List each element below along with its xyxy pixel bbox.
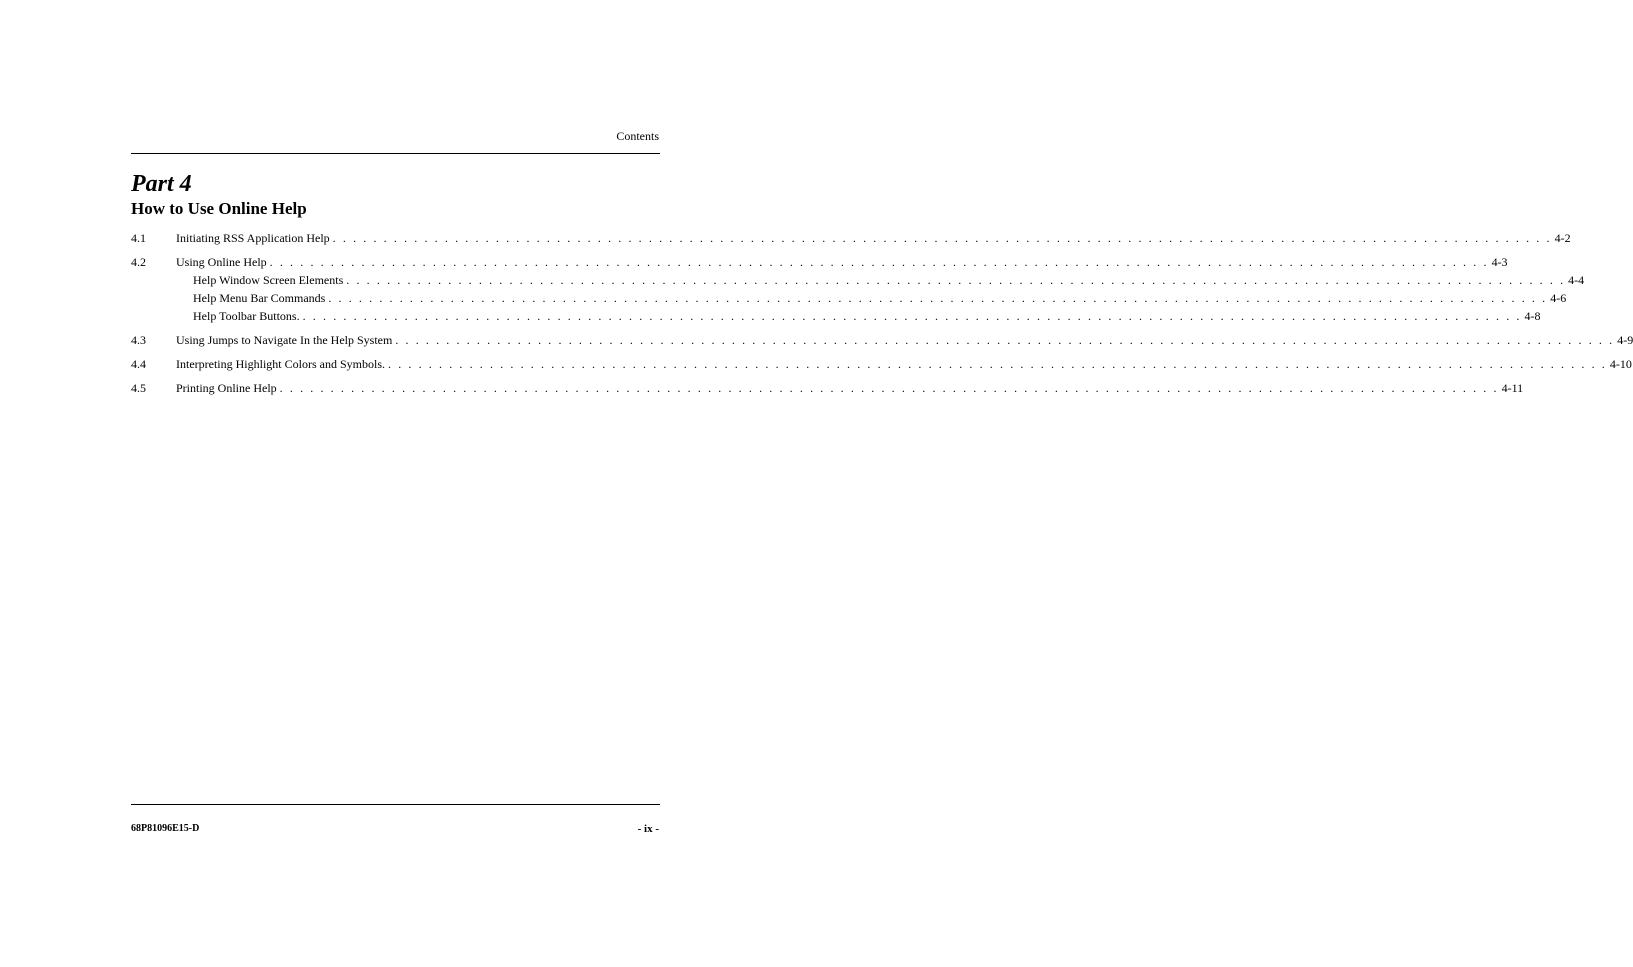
toc-entry-title: Help Window Screen Elements xyxy=(193,271,346,289)
part-title: How to Use Online Help xyxy=(131,199,307,218)
toc-entry-number: 4.2 xyxy=(131,255,146,269)
toc-entry-number: 4.5 xyxy=(131,381,146,395)
dot-leader: . . . . . . . . . . . . . . . . . . . . . . . . . . . . . . . . . . . . . . . . . . . . . . . . . . . . . . . . . . . . . . . . . . . . . . . . . . . . . . . . . . . . . . . . . . . . . . . . . . . . . . . . . . . . . . . . . . . . . . . . xyxy=(346,273,1566,287)
part-label: Part 4 xyxy=(131,171,192,197)
toc-entry-number: 4.4 xyxy=(131,357,146,371)
toc-entry-line xyxy=(193,289,1567,307)
toc-entry-title: Using Jumps to Navigate In the Help System xyxy=(176,331,395,349)
toc-entry[interactable] xyxy=(131,289,1567,307)
toc-entry-number: 4.1 xyxy=(131,231,146,245)
toc-entry-page: 4-8 xyxy=(1522,307,1541,325)
toc-entry-page: 4-3 xyxy=(1489,253,1508,271)
toc-entry-page: 4-11 xyxy=(1499,379,1524,397)
toc-entry-title: Help Toolbar Buttons. xyxy=(193,307,303,325)
dot-leader: . . . . . . . . . . . . . . . . . . . . . . . . . . . . . . . . . . . . . . . . . . . . . . . . . . . . . . . . . . . . . . . . . . . . . . . . . . . . . . . . . . . . . . . . . . . . . . . . . . . . . . . . . . . . . . . . . . . . . . . . xyxy=(269,255,1489,269)
toc-entry-number: 4.3 xyxy=(131,333,146,347)
table-of-contents xyxy=(131,229,1633,397)
toc-entry-title: Printing Online Help xyxy=(176,379,280,397)
toc-entry-title: Initiating RSS Application Help xyxy=(176,229,333,247)
toc-entry-page: 4-6 xyxy=(1547,289,1566,307)
toc-entry-page: 4-9 xyxy=(1614,331,1633,349)
toc-entry[interactable] xyxy=(131,253,1508,271)
toc-entry-page: 4-2 xyxy=(1552,229,1571,247)
toc-entry-page: 4-10 xyxy=(1607,355,1632,373)
document-id: 68P81096E15-D xyxy=(131,823,200,834)
toc-entry-line xyxy=(176,355,1632,373)
dot-leader: . . . . . . . . . . . . . . . . . . . . . . . . . . . . . . . . . . . . . . . . . . . . . . . . . . . . . . . . . . . . . . . . . . . . . . . . . . . . . . . . . . . . . . . . . . . . . . . . . . . . . . . . . . . . . . . . . . . . . . . . xyxy=(332,231,1552,245)
toc-entry-page: 4-4 xyxy=(1565,271,1584,289)
toc-entry-line xyxy=(176,331,1633,349)
toc-entry-title: Interpreting Highlight Colors and Symbols. xyxy=(176,355,388,373)
toc-entry-title: Using Online Help xyxy=(176,253,270,271)
dot-leader: . . . . . . . . . . . . . . . . . . . . . . . . . . . . . . . . . . . . . . . . . . . . . . . . . . . . . . . . . . . . . . . . . . . . . . . . . . . . . . . . . . . . . . . . . . . . . . . . . . . . . . . . . . . . . . . . . . . . . . . . xyxy=(395,333,1615,347)
dot-leader: . . . . . . . . . . . . . . . . . . . . . . . . . . . . . . . . . . . . . . . . . . . . . . . . . . . . . . . . . . . . . . . . . . . . . . . . . . . . . . . . . . . . . . . . . . . . . . . . . . . . . . . . . . . . . . . . . . . . . . . . xyxy=(279,381,1499,395)
toc-entry-line xyxy=(193,307,1541,325)
toc-entry[interactable] xyxy=(131,229,1571,247)
toc-entry[interactable] xyxy=(131,355,1632,373)
dot-leader: . . . . . . . . . . . . . . . . . . . . . . . . . . . . . . . . . . . . . . . . . . . . . . . . . . . . . . . . . . . . . . . . . . . . . . . . . . . . . . . . . . . . . . . . . . . . . . . . . . . . . . . . . . . . . . . . . . . . . . . . xyxy=(328,291,1548,305)
toc-entry-line xyxy=(176,379,1524,397)
toc-entry-line xyxy=(176,229,1571,247)
page-number: - ix - xyxy=(637,823,659,835)
toc-entry[interactable] xyxy=(131,331,1633,349)
toc-entry[interactable] xyxy=(131,271,1585,289)
toc-entry-line xyxy=(193,271,1585,289)
toc-entry[interactable] xyxy=(131,307,1541,325)
dot-leader: . . . . . . . . . . . . . . . . . . . . . . . . . . . . . . . . . . . . . . . . . . . . . . . . . . . . . . . . . . . . . . . . . . . . . . . . . . . . . . . . . . . . . . . . . . . . . . . . . . . . . . . . . . . . . . . . . . . . . . . . xyxy=(388,357,1607,371)
toc-entry-title: Help Menu Bar Commands xyxy=(193,289,328,307)
toc-entry[interactable] xyxy=(131,379,1524,397)
running-header: Contents xyxy=(616,129,659,143)
header-rule xyxy=(131,153,660,154)
toc-entry-line xyxy=(176,253,1508,271)
dot-leader: . . . . . . . . . . . . . . . . . . . . . . . . . . . . . . . . . . . . . . . . . . . . . . . . . . . . . . . . . . . . . . . . . . . . . . . . . . . . . . . . . . . . . . . . . . . . . . . . . . . . . . . . . . . . . . . . . . . . . . . . xyxy=(302,309,1522,323)
footer-rule xyxy=(131,804,660,805)
